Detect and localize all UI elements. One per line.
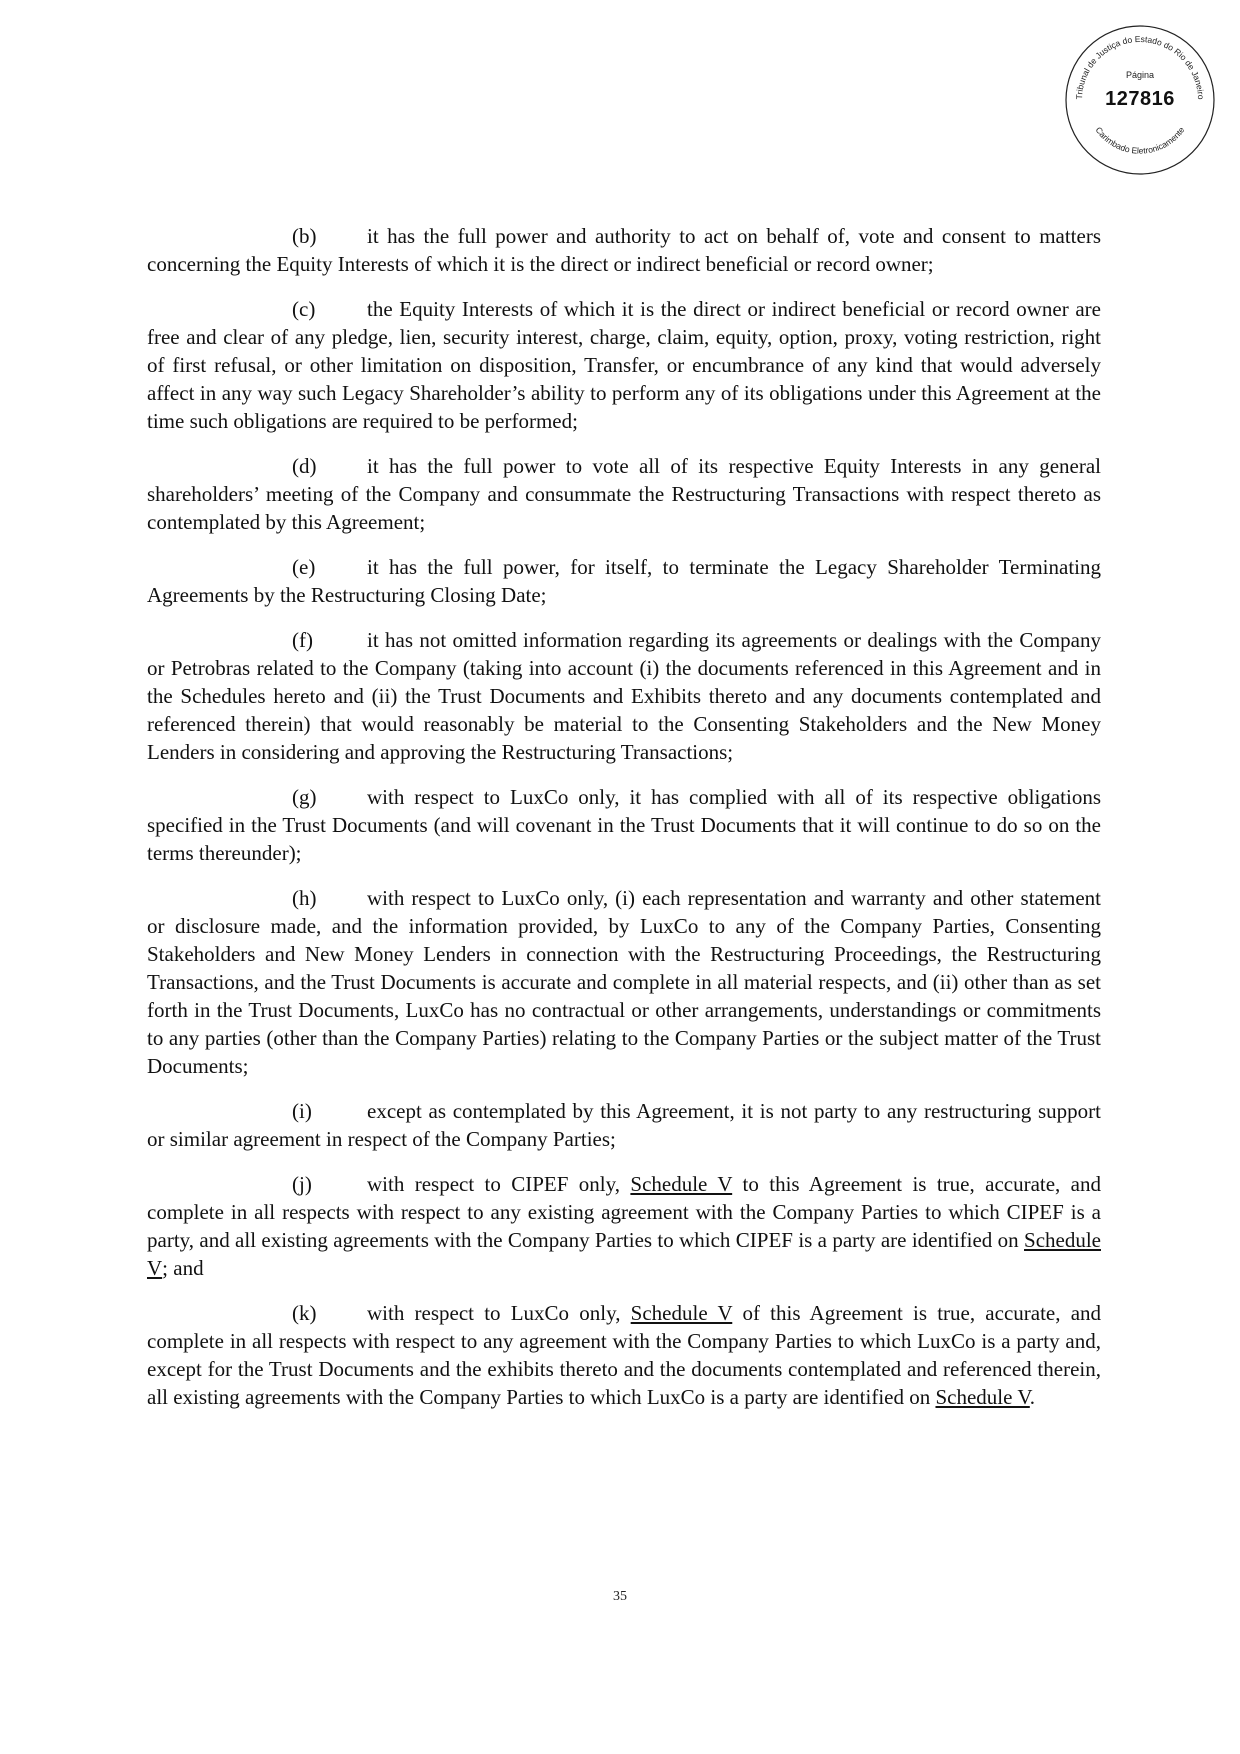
document-body bbox=[147, 222, 1101, 1428]
clause-marker: (f) bbox=[292, 628, 313, 652]
clause-text: with respect to LuxCo only, it has complied with all of its respective obligations specified in the Trust Documents (and will covenant in the Trust Documents that it will continue to do so on the terms thereunder); bbox=[147, 785, 1101, 865]
clause-text: it has the full power and authority to act on behalf of, vote and consent to matters concerning the Equity Interests of which it is the direct or indirect beneficial or record owner; bbox=[147, 224, 1101, 276]
clause-text: to this Agreement is true, accurate, and complete in all respects with respect to any existing agreement with the Company Parties to which CIPEF is a party, and all existing agreements with the Company Parties to which CIPEF is a party are identified on bbox=[147, 1172, 1101, 1252]
clause-marker: (b) bbox=[292, 224, 317, 248]
clause-marker: (h) bbox=[292, 886, 317, 910]
clause-text: of this Agreement is true, accurate, and complete in all respects with respect to any agreement with the Company Parties to which LuxCo is a party and, except for the Trust Documents and the exhibits thereto and the documents contemplated and referenced therein, all existing agreements with the Company Parties to which LuxCo is a party are identified on bbox=[147, 1301, 1102, 1409]
clause-text: with respect to LuxCo only, (i) each representation and warranty and other statement or disclosure made, and the information provided, by LuxCo to any of the Company Parties, Consenting Stakeholders and New Money Lenders in connection with the Restructuring Proceedings, the Restructuring Transactions, and the Trust Documents is accurate and complete in all material respects, and (ii) other than as set forth in the Trust Documents, LuxCo has no contractual or other arrangements, understandings or commitments to any parties (other than the Company Parties) relating to the Company Parties or the subject matter of the Trust Documents; bbox=[147, 886, 1101, 1078]
clause-text: ; and bbox=[162, 1256, 204, 1280]
stamp-page-label: Página bbox=[1125, 70, 1155, 80]
page-number: 35 bbox=[613, 1589, 627, 1604]
clause-marker: (i) bbox=[292, 1099, 312, 1123]
clause-paragraph bbox=[147, 222, 1101, 278]
clause-marker: (d) bbox=[292, 454, 317, 478]
clause-text: . bbox=[1029, 1385, 1036, 1409]
clause-paragraph bbox=[147, 884, 1101, 1080]
clause-paragraph bbox=[147, 452, 1101, 536]
clause-text: it has the full power, for itself, to terminate the Legacy Shareholder Terminating Agreements by the Restructuring Closing Date; bbox=[147, 555, 1101, 607]
clause-paragraph bbox=[147, 1299, 1101, 1411]
clause-text: the Equity Interests of which it is the direct or indirect beneficial or record owner are free and clear of any pledge, lien, security interest, charge, claim, equity, option, proxy, voting restriction, right of first refusal, or other limitation on disposition, Transfer, or encumbrance of any kind that would adversely affect in any way such Legacy Shareholder’s ability to perform any of its obligations under this Agreement at the time such obligations are required to be performed; bbox=[147, 297, 1101, 433]
clause-marker: (k) bbox=[292, 1301, 317, 1325]
clause-marker: (g) bbox=[292, 785, 317, 809]
clause-paragraph bbox=[147, 626, 1101, 766]
court-stamp bbox=[1060, 20, 1220, 180]
clause-marker: (e) bbox=[292, 555, 316, 579]
clause-paragraph bbox=[147, 783, 1101, 867]
clause-text: with respect to LuxCo only, bbox=[367, 1301, 631, 1325]
schedule-reference: Schedule V bbox=[935, 1385, 1030, 1409]
svg-text:Carimbado Eletronicamente bbox=[1094, 125, 1187, 156]
clause-paragraph bbox=[147, 1097, 1101, 1153]
stamp-ring-text: Tribunal de Justiça do Estado do Rio de Janeiro bbox=[1073, 33, 1207, 100]
clause-marker: (j) bbox=[292, 1172, 312, 1196]
stamp-bottom-text: Carimbado Eletronicamente bbox=[1093, 124, 1187, 156]
schedule-reference: Schedule V bbox=[630, 1301, 733, 1325]
clause-text: it has the full power to vote all of its respective Equity Interests in any general shareholders’ meeting of the Company and consummate the Restructuring Transactions with respect thereto as contemplated by this Agreement; bbox=[147, 454, 1101, 534]
clause-paragraph bbox=[147, 295, 1101, 435]
clause-text: with respect to CIPEF only, bbox=[367, 1172, 631, 1196]
schedule-reference: Schedule V bbox=[147, 1228, 1101, 1280]
clause-text: except as contemplated by this Agreement, it is not party to any restructuring support or similar agreement in respect of the Company Parties; bbox=[147, 1099, 1101, 1151]
stamp-page-number: 127816 bbox=[1105, 88, 1175, 110]
clause-paragraph bbox=[147, 553, 1101, 609]
clause-text: it has not omitted information regarding its agreements or dealings with the Company or Petrobras related to the Company (taking into account (i) the documents referenced in this Agreement and in the Schedules hereto and (ii) the Trust Documents and Exhibits thereto and any documents contemplated and referenced therein) that would reasonably be material to the Consenting Stakeholders and the New Money Lenders in considering and approving the Restructuring Transactions; bbox=[147, 628, 1101, 764]
clause-paragraph bbox=[147, 1170, 1101, 1282]
clause-marker: (c) bbox=[292, 297, 316, 321]
schedule-reference: Schedule V bbox=[630, 1172, 733, 1196]
